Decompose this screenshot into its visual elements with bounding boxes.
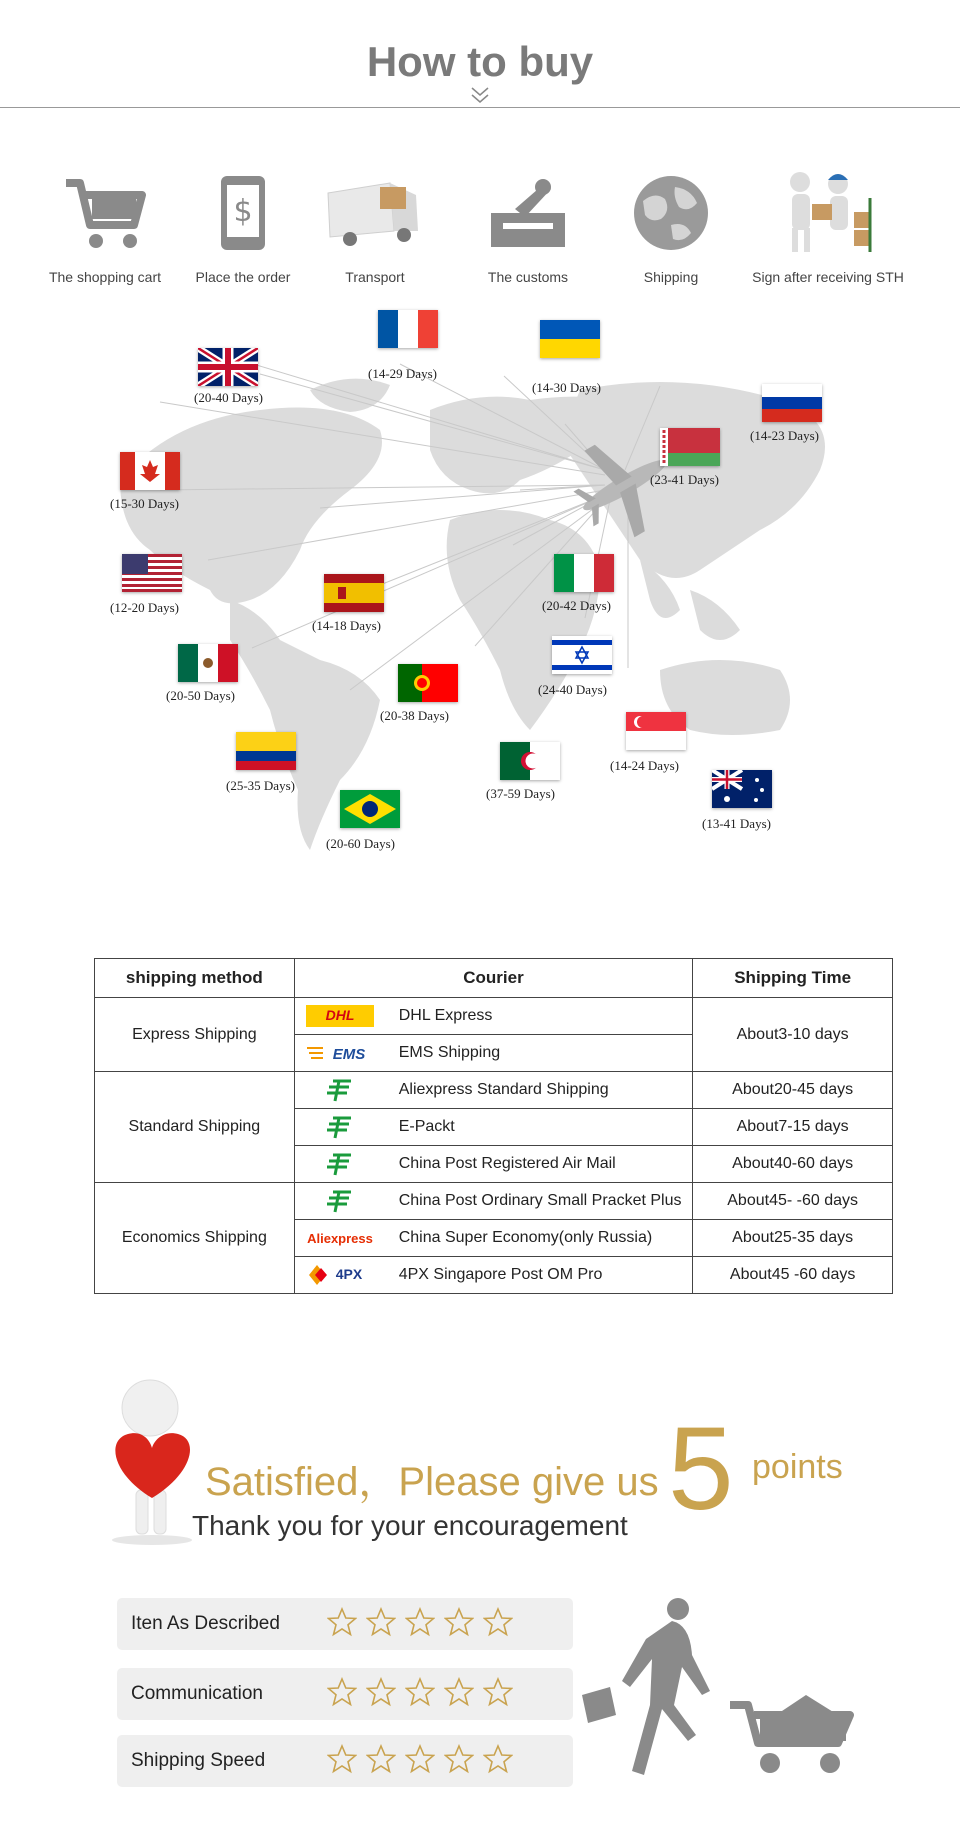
china-post-logo — [295, 1188, 385, 1214]
rating-label: Shipping Speed — [131, 1750, 266, 1771]
star-icon[interactable] — [483, 1607, 513, 1637]
time-cell: About20-45 days — [693, 1072, 893, 1109]
days-label: (15-30 Days) — [110, 496, 179, 511]
table-header-row — [95, 959, 893, 998]
flag-colombia-icon — [236, 732, 296, 770]
table-row — [95, 998, 893, 1035]
days-label: (14-24 Days) — [610, 758, 679, 773]
star-icon[interactable] — [366, 1677, 396, 1707]
courier-name: DHL Express — [398, 1007, 493, 1024]
star-icon[interactable] — [327, 1677, 357, 1707]
step-label: Sign after receiving STH — [752, 269, 904, 285]
flag-united-kingdom-icon — [198, 348, 258, 386]
satisfied-headline: Satisfied，Please give us — [205, 1460, 659, 1504]
flag-australia-icon — [712, 770, 772, 808]
4px-logo — [295, 1262, 385, 1288]
star-rating[interactable] — [327, 1607, 513, 1637]
header-divider — [0, 107, 960, 108]
points-label: points — [752, 1448, 843, 1486]
rating-label: Iten As Described — [131, 1613, 280, 1634]
courier-name: China Post Registered Air Mail — [398, 1155, 616, 1172]
rating-row-shipping-speed — [117, 1735, 573, 1787]
flag-ukraine-icon — [540, 320, 600, 358]
dhl-logo — [295, 1005, 385, 1027]
days-label: (14-18 Days) — [312, 618, 381, 633]
days-label: (13-41 Days) — [702, 816, 771, 831]
star-icon[interactable] — [327, 1607, 357, 1637]
ems-logo — [295, 1042, 385, 1064]
days-label: (12-20 Days) — [110, 600, 179, 615]
star-icon[interactable] — [483, 1677, 513, 1707]
phone-dollar-icon — [218, 173, 268, 253]
days-label: (14-23 Days) — [750, 428, 819, 443]
delivery-person-icon — [778, 168, 878, 258]
flag-singapore-icon — [626, 712, 686, 750]
flag-canada-icon — [120, 452, 180, 490]
table-row — [95, 1072, 893, 1109]
svg-text:$: $ — [233, 193, 253, 229]
method-cell: Express Shipping — [95, 998, 295, 1072]
table-row — [95, 1183, 893, 1220]
time-cell: About45 -60 days — [693, 1257, 893, 1294]
flag-russia-icon — [762, 384, 822, 422]
chevron-down-icon — [468, 84, 492, 106]
days-label: (20-40 Days) — [194, 390, 263, 405]
days-label: (24-40 Days) — [538, 682, 607, 697]
days-label: (14-29 Days) — [368, 366, 437, 381]
courier-name: Aliexpress Standard Shipping — [398, 1081, 609, 1098]
step-shipping — [596, 160, 746, 285]
step-customs — [453, 160, 603, 285]
flag-israel-icon — [552, 636, 612, 674]
star-icon[interactable] — [444, 1607, 474, 1637]
star-icon[interactable] — [444, 1677, 474, 1707]
days-label: (20-50 Days) — [166, 688, 235, 703]
thanks-text: Thank you for your encouragement — [192, 1510, 628, 1541]
star-icon[interactable] — [327, 1744, 357, 1774]
days-label: (23-41 Days) — [650, 472, 719, 487]
shipping-world-map — [80, 350, 900, 880]
courier-name: 4PX Singapore Post OM Pro — [398, 1266, 603, 1283]
star-icon[interactable] — [366, 1607, 396, 1637]
flag-portugal-icon — [398, 664, 458, 702]
five-points-number: 5 — [668, 1403, 734, 1535]
days-label: (14-30 Days) — [532, 380, 601, 395]
customs-icon — [485, 173, 571, 253]
days-label: (20-60 Days) — [326, 836, 395, 851]
flag-mexico-icon — [178, 644, 238, 682]
page-title: How to buy — [366, 38, 594, 85]
star-icon[interactable] — [444, 1744, 474, 1774]
step-label: Place the order — [195, 269, 291, 285]
flag-italy-icon — [554, 554, 614, 592]
column-header: Courier — [294, 959, 693, 998]
person-with-heart-icon — [102, 1378, 202, 1548]
flag-united-states-icon — [122, 554, 182, 592]
courier-name: China Post Ordinary Small Pracket Plus — [398, 1192, 682, 1209]
method-cell: Economics Shipping — [95, 1183, 295, 1294]
rating-row-item-described — [117, 1598, 573, 1650]
step-sign-receive — [738, 160, 918, 285]
rating-label: Communication — [131, 1683, 263, 1704]
shopper-with-cart-icon — [580, 1595, 880, 1785]
flag-brazil-icon — [340, 790, 400, 828]
star-icon[interactable] — [405, 1677, 435, 1707]
rating-row-communication — [117, 1668, 573, 1720]
star-rating[interactable] — [327, 1677, 513, 1707]
step-transport — [300, 160, 450, 285]
truck-icon — [320, 173, 430, 253]
step-label: The customs — [487, 269, 569, 285]
time-cell: About25-35 days — [693, 1220, 893, 1257]
globe-icon — [631, 173, 711, 253]
days-label: (20-42 Days) — [542, 598, 611, 613]
china-post-logo — [295, 1077, 385, 1103]
flag-spain-icon — [324, 574, 384, 612]
step-shopping-cart — [30, 160, 180, 285]
flag-algeria-icon — [500, 742, 560, 780]
courier-name: E-Packt — [398, 1118, 455, 1135]
step-label: The shopping cart — [48, 269, 162, 285]
ems-logo-text: EMS — [332, 1046, 365, 1063]
step-label: Transport — [345, 269, 405, 285]
step-place-order — [168, 160, 318, 285]
column-header: shipping method — [95, 959, 295, 998]
column-header: Shipping Time — [693, 959, 893, 998]
step-label: Shipping — [643, 269, 699, 285]
aliexpress-logo-text: Aliexpress — [306, 1231, 373, 1246]
star-icon[interactable] — [405, 1607, 435, 1637]
china-post-logo — [295, 1114, 385, 1140]
days-label: (20-38 Days) — [380, 708, 449, 723]
days-label: (37-59 Days) — [486, 786, 555, 801]
time-cell: About45- -60 days — [693, 1183, 893, 1220]
shipping-table — [94, 958, 893, 1294]
star-icon[interactable] — [483, 1744, 513, 1774]
courier-name: China Super Economy(only Russia) — [398, 1229, 653, 1246]
time-cell: About3-10 days — [693, 998, 893, 1072]
days-label: (25-35 Days) — [226, 778, 295, 793]
flag-belarus-icon — [660, 428, 720, 466]
china-post-logo — [295, 1151, 385, 1177]
aliexpress-logo — [295, 1228, 385, 1248]
cart-icon — [62, 173, 148, 253]
time-cell: About40-60 days — [693, 1146, 893, 1183]
star-icon[interactable] — [366, 1744, 396, 1774]
time-cell: About7-15 days — [693, 1109, 893, 1146]
flag-france-icon — [378, 310, 438, 348]
star-icon[interactable] — [405, 1744, 435, 1774]
dhl-logo-text: DHL — [325, 1007, 355, 1023]
4px-logo-text: 4PX — [335, 1266, 362, 1282]
method-cell: Standard Shipping — [95, 1072, 295, 1183]
star-rating[interactable] — [327, 1744, 513, 1774]
courier-name: EMS Shipping — [398, 1044, 501, 1061]
